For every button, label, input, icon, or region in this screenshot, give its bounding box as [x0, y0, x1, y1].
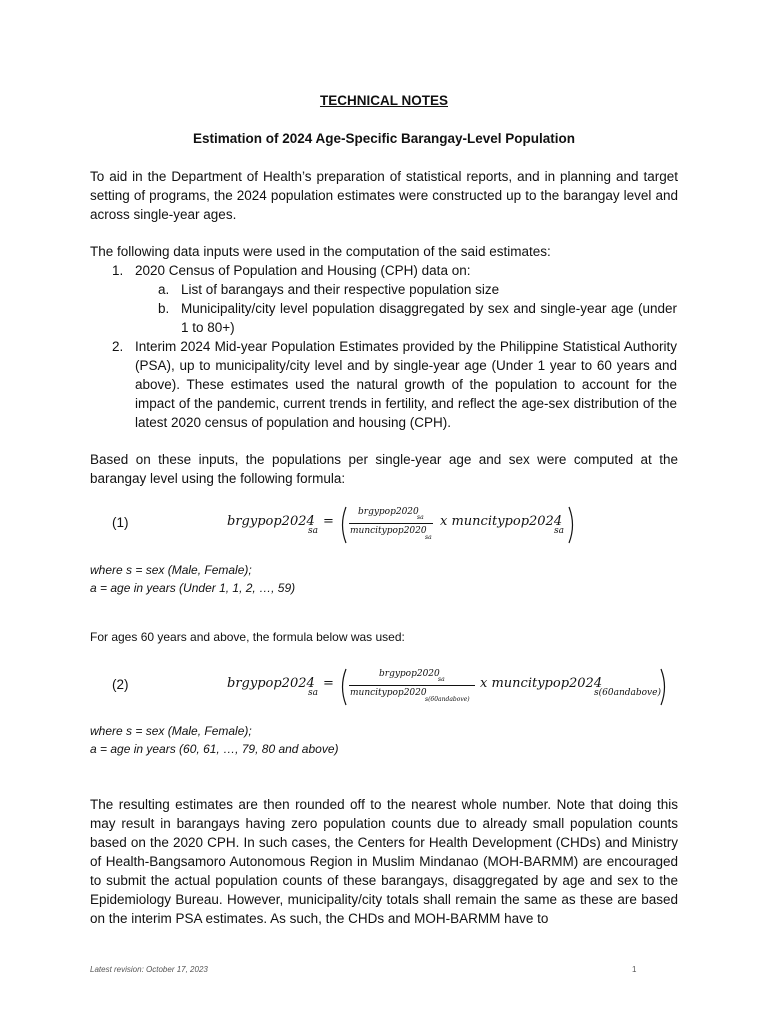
list-item-1a-letter: a. [158, 282, 170, 297]
equation-1-left-paren [338, 505, 348, 545]
equation-1-numerator: brgypop2020 [358, 507, 419, 517]
equation-2-numerator-subscript: sa [438, 676, 445, 683]
equation-1-note-sex: where s = sex (Male, Female); [90, 563, 252, 577]
footer-page-number: 1 [632, 965, 637, 974]
equation-2-multiplier: x muncitypop2024 [480, 676, 603, 691]
list-item-1b: Municipality/city level population disaggregated by sex and single-year age (under 1 to 80+) [181, 301, 677, 335]
closing-paragraph: The resulting estimates are then rounded off to the nearest whole number. Note that doing this may result in barangays having zero population counts due to already small population counts based on the 2020 CPH. In such cases, the Centers for Health Development (CHDs) and Ministry of Health-Bangsamoro Autonomous Region in Muslim Mindanao (MOH-BARMM) are encouraged to submit the actual population counts of these barangays, disaggregated by age and sex to the Epidemiology Bureau. However, municipality/city totals shall remain the same as these are based on the interim PSA estimates. As such, the CHDs and MOH-BARMM have to [90, 797, 678, 926]
list-item-2: Interim 2024 Mid-year Population Estimates provided by the Philippine Statistical Authority (PSA), up to municipality/city level and by single-year age (Under 1 year to 60 years and above). These estimates used the natural growth of the population to account for the impact of the pandemic, current trends in fertility, and reflect the age-sex distribution of the latest 2020 census of population and housing (CPH). [135, 339, 677, 430]
equation-1-denominator: muncitypop2020 [350, 526, 427, 536]
equation-2-label: (2) [112, 677, 129, 692]
inputs-lead: The following data inputs were used in the computation of the said estimates: [90, 244, 551, 259]
equation-2 [227, 667, 677, 707]
list-item-1a: List of barangays and their respective population size [181, 282, 500, 297]
equation-2-lhs-subscript: sa [308, 688, 318, 698]
equation-1-multiplier: x muncitypop2024 [440, 514, 563, 529]
equation-2-numerator: brgypop2020 [379, 669, 440, 679]
equation-1-lhs: brgypop2024 [227, 514, 315, 529]
equation-1-label: (1) [112, 515, 129, 530]
equation-1-equals: = [323, 514, 334, 529]
equation-1-fraction-bar [349, 523, 433, 524]
equation-2-fraction-bar [349, 685, 475, 686]
intro-paragraph: To aid in the Department of Health’s preparation of statistical reports, and in planning and target setting of programs, the 2024 population estimates were constructed up to the barangay level and across single-year ages. [90, 169, 678, 222]
equation-2-equals: = [323, 676, 334, 691]
page-title: TECHNICAL NOTES [319, 93, 448, 108]
equation-2-notes [90, 722, 339, 758]
equation-2-denominator-subscript: s(60andabove) [425, 696, 470, 703]
equation-2-denominator: muncitypop2020 [350, 688, 427, 698]
list-item-1: 2020 Census of Population and Housing (CPH) data on: [135, 263, 471, 278]
page-subtitle: Estimation of 2024 Age-Specific Barangay-Level Population [192, 131, 576, 146]
equation-1-numerator-subscript: sa [417, 514, 424, 521]
equation-2-lhs: brgypop2024 [227, 676, 315, 691]
list-item-2-number: 2. [112, 339, 124, 354]
equation-1-right-paren [567, 505, 577, 545]
equation-1-note-age: a = age in years (Under 1, 1, 2, …, 59) [90, 581, 296, 595]
formula-lead: Based on these inputs, the populations per single-year age and sex were computed at the barangay level using the following formula: [90, 452, 678, 486]
ages-60-lead: For ages 60 years and above, the formula below was used: [90, 630, 405, 644]
equation-2-multiplier-subscript: s(60andabove) [594, 688, 661, 698]
equation-1-multiplier-subscript: sa [554, 526, 564, 536]
equation-1-notes [90, 561, 295, 597]
equation-1-denominator-subscript: sa [425, 534, 432, 541]
equation-1 [227, 505, 587, 545]
list-item-1b-letter: b. [158, 301, 170, 316]
footer-revision: Latest revision: October 17, 2023 [90, 965, 208, 974]
equation-2-right-paren [659, 667, 669, 707]
equation-2-left-paren [338, 667, 348, 707]
equation-2-note-sex: where s = sex (Male, Female); [90, 724, 252, 738]
list-item-1-number: 1. [112, 263, 124, 278]
equation-1-lhs-subscript: sa [308, 526, 318, 536]
equation-2-note-age: a = age in years (60, 61, …, 79, 80 and above) [90, 742, 339, 756]
